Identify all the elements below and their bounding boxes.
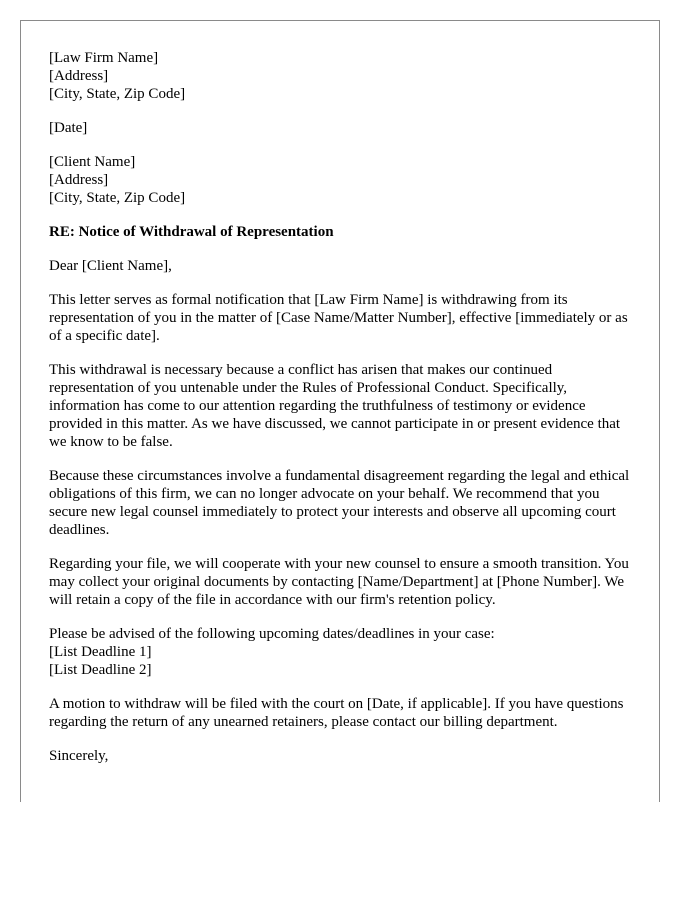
date-block: [49, 119, 637, 137]
closing: Sincerely,: [49, 748, 109, 764]
recipient-address-block: [49, 153, 637, 207]
sender-city: [City, State, Zip Code]: [49, 86, 186, 102]
paragraph-recommendation: Because these circumstances involve a fundamental disagreement regarding the legal and ethical obligations of this firm, we can no longer advocate on your behalf. We recommend that you secure new legal counsel immediately to protect your interests and observe all upcoming court deadlines.: [49, 468, 630, 538]
paragraph-file-transfer: Regarding your file, we will cooperate with your new counsel to ensure a smooth transition. You may collect your original documents by contacting [Name/Department] at [Phone Number]. We will retain a copy of the file in accordance with our firm's retention policy.: [49, 556, 629, 608]
recipient-city: [City, State, Zip Code]: [49, 190, 186, 206]
sender-address-block: [49, 49, 637, 103]
sender-name: [Law Firm Name]: [49, 50, 159, 66]
sender-address: [Address]: [49, 68, 109, 84]
salutation: Dear [Client Name],: [49, 258, 172, 274]
subject-line: RE: Notice of Withdrawal of Representation: [49, 224, 334, 240]
letter-content: [49, 49, 637, 781]
letter-page: [20, 20, 660, 802]
letter-date: [Date]: [49, 120, 88, 136]
recipient-address: [Address]: [49, 172, 109, 188]
deadlines-intro: Please be advised of the following upcoming dates/deadlines in your case:: [49, 626, 495, 642]
paragraph-notification: This letter serves as formal notification that [Law Firm Name] is withdrawing from its representation of you in the matter of [Case Name/Matter Number], effective [immediately or as of a specific date].: [49, 292, 628, 344]
deadline-item: [List Deadline 1]: [49, 644, 152, 660]
recipient-name: [Client Name]: [49, 154, 136, 170]
paragraph-reason: This withdrawal is necessary because a conflict has arisen that makes our continued representation of you untenable under the Rules of Professional Conduct. Specifically, information has come to our attention regarding the truthfulness of testimony or evidence provided in this matter. As we have discussed, we cannot participate in or present evidence that we know to be false.: [49, 362, 621, 450]
paragraph-motion: A motion to withdraw will be filed with the court on [Date, if applicable]. If you have questions regarding the return of any unearned retainers, please contact our billing department.: [49, 696, 624, 730]
deadlines-block: [49, 625, 637, 679]
deadline-item: [List Deadline 2]: [49, 662, 152, 678]
